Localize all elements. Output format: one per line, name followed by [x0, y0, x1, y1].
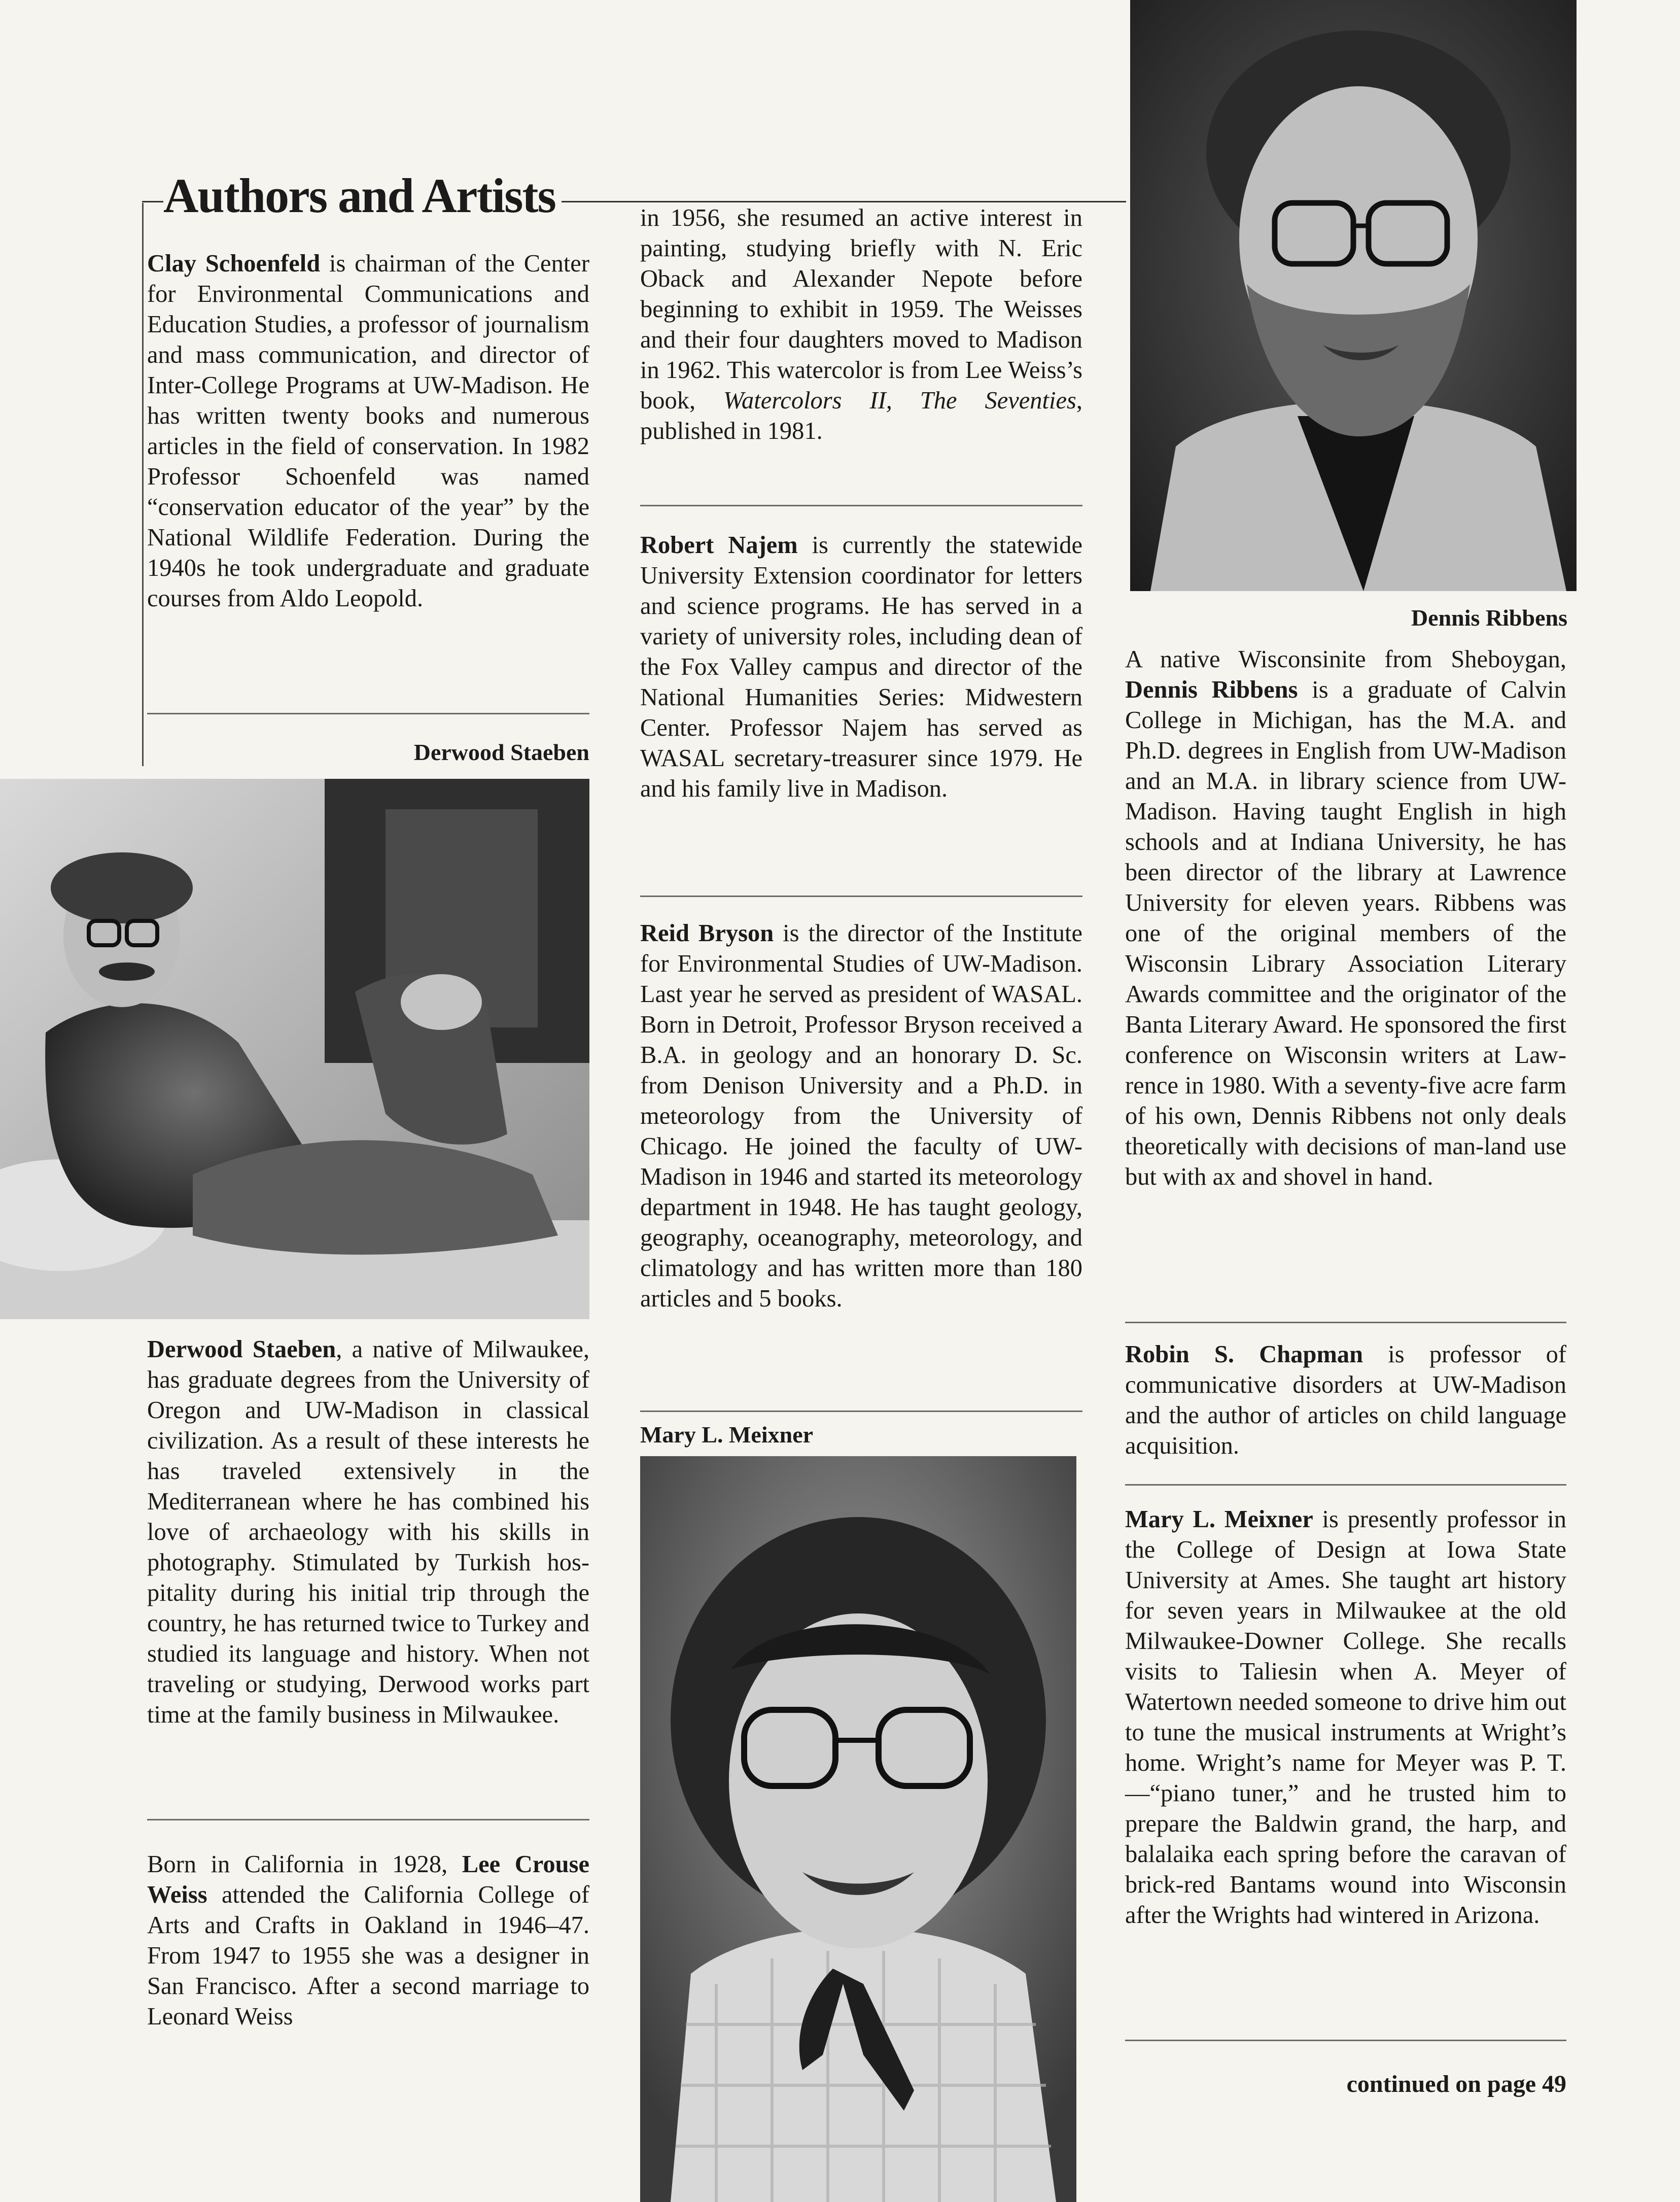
bio-intro: Born in California in 1928,	[147, 1851, 462, 1878]
bio-name: Dennis Ribbens	[1125, 676, 1298, 703]
bio-najem	[640, 530, 1082, 804]
photo-caption-staeben: Derwood Staeben	[413, 739, 589, 765]
photo-meixner	[640, 1456, 1076, 2202]
bio-text: is chairman of the Center for Environmental Communications and Education Studies, a professor of journalism and mass communication, and director of Inter-College Programs at UW-Madison. He has written twenty books and numerous articles in the field of conservation. In 1982 Professor Schoenfeld was named “conservation educator of the year” by the National Wildlife Federation. During the 1940s he took undergraduate and graduate courses from Aldo Leopold.	[147, 250, 589, 612]
bio-text: , published in 1981.	[640, 387, 1082, 444]
bio-name: Mary L. Meixner	[1125, 1506, 1313, 1533]
bio-schoenfeld	[147, 249, 589, 614]
divider	[1125, 1322, 1566, 1323]
bio-chapman	[1125, 1339, 1566, 1461]
divider	[640, 1410, 1082, 1412]
book-title: Watercolors II, The Seventies	[723, 387, 1076, 414]
divider	[640, 896, 1082, 897]
bio-text: is professor of communicative disorders at UW-Madison and the author of articles on child language acquisition.	[1125, 1341, 1566, 1459]
bio-text: attended the California College of Arts and Crafts in Oakland in 1946–47. From 1947 to 1955 she was a designer in San Francisco. After a second marriage to Leonard Weiss	[147, 1881, 589, 2030]
bio-name: Robin S. Chapman	[1125, 1341, 1363, 1368]
continued-on-link[interactable]: continued on page 49	[1346, 2071, 1566, 2097]
meixner-photo-graphic	[640, 1456, 1076, 2202]
left-margin-rule	[142, 203, 144, 766]
bio-text: is currently the statewide University Extension coordinator for letters and science programs. He has served in a variety of university roles, including dean of the Fox Valley campus and director of the National Humanities Series: Midwestern Center. Professor Najem has served as WASAL secretary-treasurer since 1979. He and his family live in Madison.	[640, 532, 1082, 802]
bio-text: in 1956, she resumed an active interest in painting, studying briefly with N. Eric Oback and Alexander Nepote before beginning to exhibit in 1959. The Weisses and their four daughters moved to Madison in 1962. This watercolor is from Lee Weiss’s book,	[640, 204, 1082, 414]
bio-name: Derwood Staeben	[147, 1336, 336, 1363]
ribbens-photo-graphic	[1130, 0, 1577, 591]
bio-name: Lee Crouse Weiss	[147, 1851, 589, 1908]
bio-weiss-continued	[640, 203, 1082, 446]
bio-ribbens	[1125, 644, 1566, 1192]
bio-text: is the director of the Institute for Environmental Studies of UW-Madison. Last year he served as president of WASAL. Born in Detroit, Professor Bryson received a B.A. in geology and an honorary D. Sc. from Denison University and a Ph.D. in meteorology from the University of Chicago. He joined the faculty of UW-Madison in 1946 and started its meteorology department in 1948. He has taught geology, geography, oceanography, meteorology, and climatology and has written more than 180 articles and 5 books.	[640, 920, 1082, 1312]
bio-weiss	[147, 1849, 589, 2032]
bio-meixner	[1125, 1504, 1566, 1931]
divider	[1125, 2040, 1566, 2041]
divider	[640, 505, 1082, 506]
bio-name: Reid Bryson	[640, 920, 774, 947]
photo-ribbens	[1130, 0, 1577, 591]
bio-name: Clay Schoenfeld	[147, 250, 321, 277]
bio-name: Robert Najem	[640, 532, 798, 559]
bio-text: is presently professor in the College of Design at Iowa State University at Ames. She taught art history for seven years in Milwaukee at the old Milwaukee-Downer College. She recalls visits to Taliesin when A. Meyer of Watertown needed someone to drive him out to tune the musical instruments at Wright’s home. Wright’s name for Meyer was P. T.—“piano tuner,” and he trusted him to prepare the Baldwin grand, the harp, and balalaika each spring before the caravan of brick-red Bantams wound into Wisconsin after the Wrights had wintered in Arizona.	[1125, 1506, 1566, 1929]
bio-text: , a native of Milwaukee, has graduate degrees from the University of Oregon and UW-Madison in classical civilization. As a result of these interests he has traveled extensively in the Mediterranean where he has combined his love of archaeology with his skills in photography. Stimulated by Turkish hospitality during his initial trip through the country, he has returned twice to Turkey and studied its language and history. When not traveling or studying, Derwood works part time at the family business in Milwaukee.	[147, 1336, 590, 1728]
bio-intro: A native Wisconsinite from Sheboygan,	[1125, 646, 1566, 673]
photo-staeben	[0, 779, 589, 1319]
bio-staeben	[147, 1334, 589, 1730]
divider	[1125, 1484, 1566, 1486]
photo-caption-ribbens: Dennis Ribbens	[1411, 605, 1567, 631]
bio-text: is a graduate of Calvin College in Michigan, has the M.A. and Ph.D. degrees in English from UW-Madison and an M.A. in library science from UW-Madison. Having taught English in high schools and at Indiana University, he has been director of the library at Lawrence University for eleven years. Ribbens was one of the original members of the Wisconsin Library Association Literary Awards committee and the originator of the Banta Literary Award. He sponsored the first conference on Wisconsin writers at Lawrence in 1980. With a seventy-five acre farm of his own, Dennis Ribbens not only deals theoretically with decisions of man-land use but with ax and shovel in hand.	[1125, 676, 1566, 1190]
divider	[147, 713, 589, 714]
photo-caption-meixner: Mary L. Meixner	[640, 1422, 814, 1448]
page-title: Authors and Artists	[163, 171, 562, 220]
bio-bryson	[640, 918, 1082, 1314]
staeben-photo-graphic	[0, 779, 589, 1319]
divider	[147, 1819, 589, 1820]
